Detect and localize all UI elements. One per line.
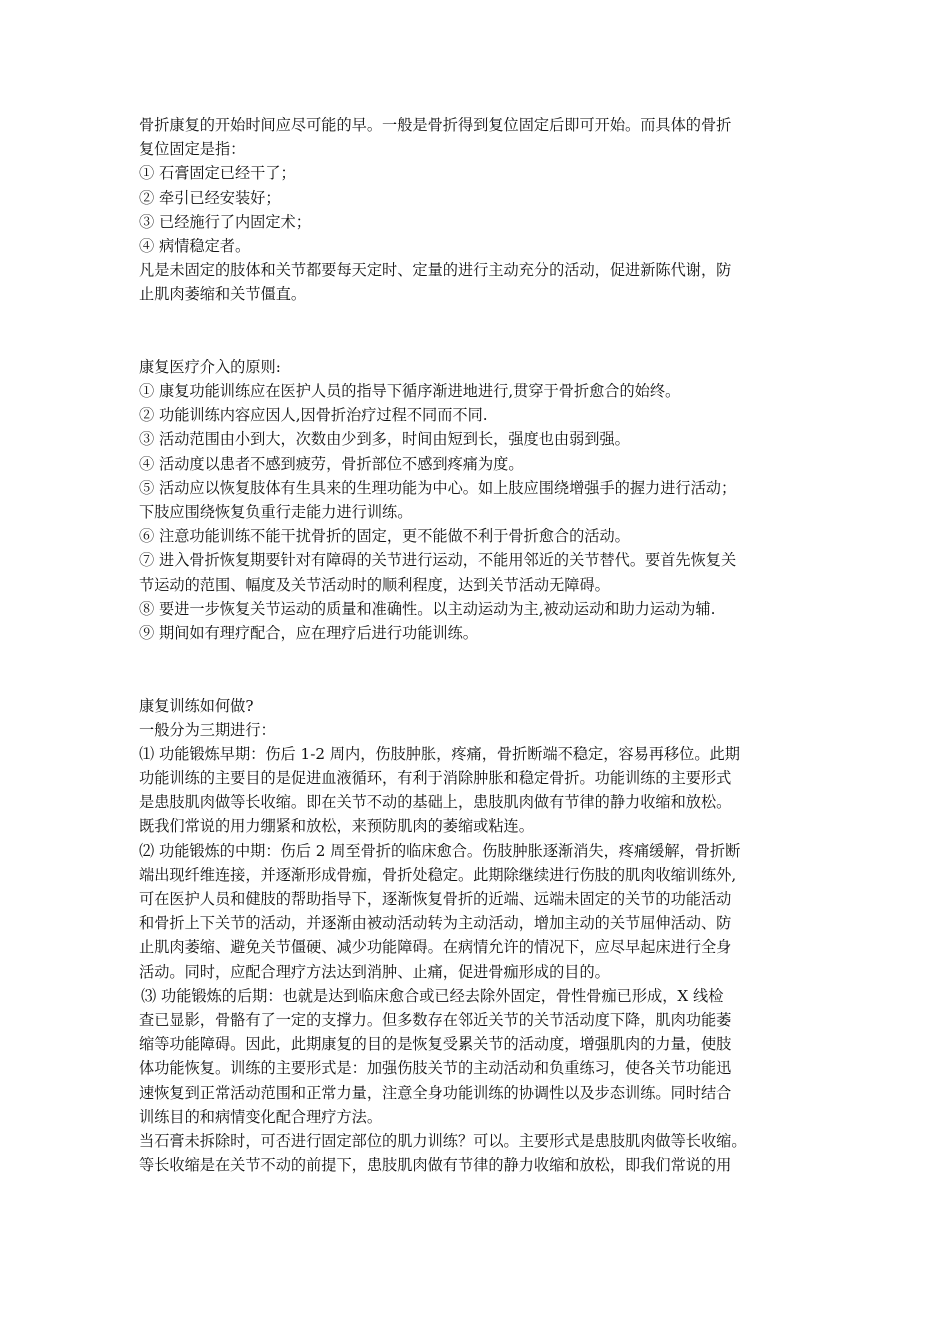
- paragraph-line: 既我们常说的用力绷紧和放松，来预防肌肉的萎缩或粘连。: [139, 817, 534, 836]
- paragraph-line: 骨折康复的开始时间应尽可能的早。一般是骨折得到复位固定后即可开始。而具体的骨折: [139, 116, 732, 134]
- list-item: ⑦ 进入骨折恢复期要针对有障碍的关节进行运动，不能用邻近的关节替代。要首先恢复关: [139, 551, 737, 570]
- list-item: ① 石膏固定已经干了；: [139, 164, 296, 183]
- list-item: ② 牵引已经安装好；: [139, 188, 281, 207]
- section-spacer: [139, 307, 829, 355]
- paragraph-line: 凡是未固定的肢体和关节都要每天定时、定量的进行主动充分的活动，促进新陈代谢，防: [139, 261, 732, 280]
- section-fracture-rehab-timing: [139, 113, 829, 307]
- paragraph-line: 止肌肉萎缩和关节僵直。: [139, 285, 307, 304]
- paragraph-line: 可在医护人员和健肢的帮助指导下，逐渐恢复骨折的近端、远端未固定的关节的功能活动: [139, 890, 732, 909]
- paragraph-line: 训练目的和病情变化配合理疗方法。: [139, 1107, 382, 1126]
- section-heading: 康复医疗介入的原则:: [139, 357, 281, 376]
- section-spacer: [139, 645, 829, 693]
- paragraph-line: ⑶ 功能锻炼的后期：也就是达到临床愈合或已经去除外固定，骨性骨痂已形成，X 线检: [141, 986, 724, 1005]
- paragraph-line: 和骨折上下关节的活动，并逐渐由被动活动转为主动活动，增加主动的关节屈伸活动、防: [139, 914, 732, 933]
- paragraph-line: 缩等功能障碍。因此，此期康复的目的是恢复受累关节的活动度，增强肌肉的力量，使肢: [139, 1035, 732, 1054]
- list-item: ⑤ 活动应以恢复肢体有生具来的生理功能为中心。如上肢应围绕增强手的握力进行活动；: [139, 478, 737, 497]
- paragraph-line: 查已显影，骨骼有了一定的支撑力。但多数存在邻近关节的关节活动度下降，肌肉功能萎: [139, 1010, 732, 1029]
- paragraph-line: ⑵ 功能锻炼的中期：伤后 2 周至骨折的临床愈合。伤肢肿胀逐渐消失，疼痛缓解，骨折断: [139, 841, 741, 860]
- paragraph-line: 复位固定是指：: [139, 140, 246, 159]
- list-item: ③ 活动范围由小到大，次数由少到多，时间由短到长，强度也由弱到强。: [139, 430, 630, 449]
- list-item: ⑨ 期间如有理疗配合，应在理疗后进行功能训练。: [139, 623, 478, 642]
- list-item: ④ 活动度以患者不感到疲劳，骨折部位不感到疼痛为度。: [139, 454, 524, 473]
- paragraph-line: 等长收缩是在关节不动的前提下，患肢肌肉做有节律的静力收缩和放松，即我们常说的用: [139, 1156, 732, 1175]
- paragraph-line: 一般分为三期进行：: [139, 720, 276, 739]
- section-rehab-principles: [139, 355, 829, 645]
- list-item: ③ 已经施行了内固定术；: [139, 212, 311, 231]
- list-item-continuation: 下肢应围绕恢复负重行走能力进行训练。: [139, 503, 413, 522]
- list-item: ② 功能训练内容应因人,因骨折治疗过程不同而不同.: [139, 406, 488, 425]
- paragraph-line: ⑴ 功能锻炼早期：伤后 1-2 周内，伤肢肿胀，疼痛，骨折断端不稳定，容易再移位。此期: [139, 744, 740, 763]
- list-item: ⑥ 注意功能训练不能干扰骨折的固定，更不能做不利于骨折愈合的活动。: [139, 527, 630, 546]
- list-item: ⑧ 要进一步恢复关节运动的质量和准确性。以主动运动为主,被动运动和助力运动为辅.: [139, 599, 716, 618]
- paragraph-line: 体功能恢复。训练的主要形式是：加强伤肢关节的主动活动和负重练习，使各关节功能迅: [139, 1059, 732, 1078]
- list-item-continuation: 节运动的范围、幅度及关节活动时的顺利程度，达到关节活动无障碍。: [139, 575, 610, 594]
- list-item: ④ 病情稳定者。: [139, 236, 251, 255]
- paragraph-line: 止肌肉萎缩、避免关节僵硬、减少功能障碍。在病情允许的情况下，应尽早起床进行全身: [139, 938, 732, 957]
- section-heading: 康复训练如何做?: [139, 696, 254, 715]
- document-page: [139, 113, 829, 1177]
- paragraph-line: 功能训练的主要目的是促进血液循环，有利于消除肿胀和稳定骨折。功能训练的主要形式: [139, 769, 732, 788]
- paragraph-line: 当石膏未拆除时，可否进行固定部位的肌力训练？可以。主要形式是患肢肌肉做等长收缩。: [139, 1131, 747, 1150]
- paragraph-line: 是患肢肌肉做等长收缩。即在关节不动的基础上，患肢肌肉做有节律的静力收缩和放松。: [139, 793, 732, 812]
- section-rehab-training: [139, 694, 829, 1178]
- paragraph-line: 活动。同时，应配合理疗方法达到消肿、止痛，促进骨痂形成的目的。: [139, 962, 610, 981]
- list-item: ① 康复功能训练应在医护人员的指导下循序渐进地进行,贯穿于骨折愈合的始终。: [139, 382, 681, 401]
- paragraph-line: 速恢复到正常活动范围和正常力量，注意全身功能训练的协调性以及步态训练。同时结合: [139, 1083, 732, 1102]
- paragraph-line: 端出现纤维连接，并逐渐形成骨痂，骨折处稳定。此期除继续进行伤肢的肌肉收缩训练外,: [139, 865, 737, 884]
